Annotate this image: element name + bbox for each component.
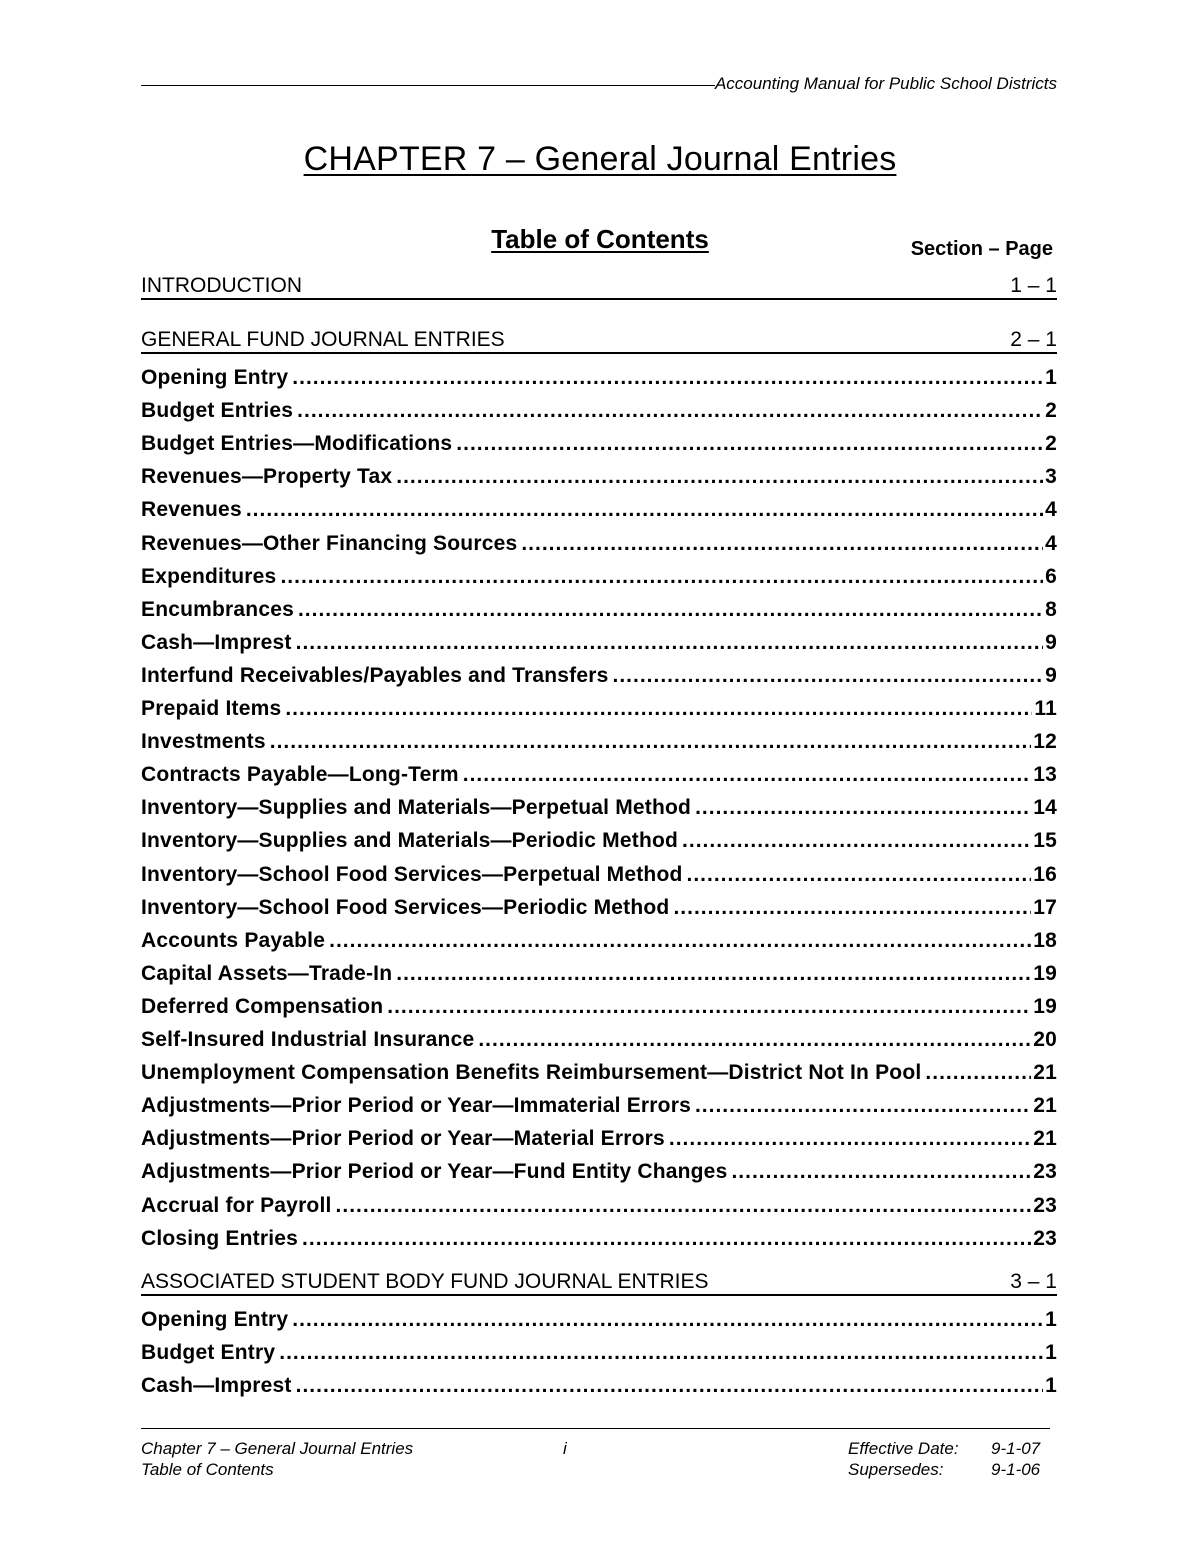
toc-entry-page: 15 [1033,829,1057,853]
toc-entry[interactable] [141,627,1057,655]
toc-entry-label: Deferred Compensation [141,995,387,1019]
toc-entry[interactable] [141,1304,1057,1332]
toc-section-title: INTRODUCTION [141,274,302,297]
toc-entry[interactable] [141,925,1057,953]
toc-entry-label: Revenues—Other Financing Sources [141,532,521,556]
toc-entry-page: 18 [1033,928,1057,952]
toc-entry-label: Adjustments—Prior Period or Year—Immaterial Errors [141,1094,695,1118]
toc-heading: Table of Contents [491,224,709,254]
toc-entry-page: 13 [1033,763,1057,787]
toc-dot-leader [297,399,1043,423]
toc-entry-label: Revenues [141,498,246,522]
footer-toc-line: Table of Contents [141,1460,274,1479]
toc-section-title: ASSOCIATED STUDENT BODY FUND JOURNAL ENTRIES [141,1270,709,1293]
toc-entry-page: 21 [1033,1061,1057,1085]
toc-entry[interactable] [141,1123,1057,1151]
toc-dot-leader [731,1160,1031,1184]
toc-entry-page: 4 [1045,498,1057,522]
toc-entry-label: Budget Entry [141,1341,279,1365]
toc-entry-page: 9 [1045,630,1057,654]
toc-dot-leader [296,1374,1043,1398]
toc-dot-leader [292,1308,1043,1332]
toc-entry-label: Interfund Receivables/Payables and Transfers [141,664,613,688]
toc-dot-leader [695,1094,1031,1118]
toc-entry[interactable] [141,958,1057,986]
header-rule [141,85,715,86]
toc-entry-label: Closing Entries [141,1227,302,1251]
toc-entry-label: Budget Entries [141,399,297,423]
toc-entry-label: Inventory—School Food Services—Perpetual Method [141,863,687,887]
toc-dot-leader [396,465,1043,489]
toc-section-row [141,326,1057,354]
toc-entry[interactable] [141,428,1057,456]
toc-dot-leader [285,697,1032,721]
footer-effective-label: Effective Date: [848,1439,959,1458]
toc-section-page: 3 – 1 [1010,1270,1057,1293]
toc-dot-leader [246,498,1043,522]
toc-entry-label: Inventory—School Food Services—Periodic Method [141,896,673,920]
toc-entry-page: 2 [1045,399,1057,423]
toc-entry-page: 23 [1033,1226,1057,1250]
toc-entry[interactable] [141,693,1057,721]
toc-entry[interactable] [141,1370,1057,1398]
toc-dot-leader [463,763,1032,787]
toc-dot-leader [521,532,1043,556]
toc-entry-page: 23 [1033,1193,1057,1217]
toc-entry-page: 19 [1033,961,1057,985]
toc-entry[interactable] [141,1190,1057,1218]
toc-entry-page: 8 [1045,597,1057,621]
toc-dot-leader [302,1227,1031,1251]
toc-dot-leader [292,366,1043,390]
toc-entry-page: 21 [1033,1127,1057,1151]
toc-entry-page: 19 [1033,994,1057,1018]
toc-entry-label: Adjustments—Prior Period or Year—Material Errors [141,1127,669,1151]
toc-entry-page: 1 [1045,1374,1057,1398]
toc-dot-leader [456,432,1043,456]
toc-entry-label: Unemployment Compensation Benefits Reimbursement—District Not In Pool [141,1061,925,1085]
footer-supersedes-date: 9-1-06 [991,1460,1041,1479]
toc-entry-page: 17 [1033,895,1057,919]
toc-entry[interactable] [141,991,1057,1019]
toc-entry-page: 23 [1033,1160,1057,1184]
page-footer [141,1438,1050,1488]
footer-effective-date: 9-1-07 [991,1439,1041,1458]
toc-dot-leader [673,896,1031,920]
toc-dot-leader [925,1061,1031,1085]
toc-entry[interactable] [141,759,1057,787]
toc-entry-label: Investments [141,730,270,754]
toc-dot-leader [279,1341,1043,1365]
toc-section-page: 2 – 1 [1010,328,1057,351]
toc-entry[interactable] [141,561,1057,589]
toc-section-row [141,272,1057,300]
footer-chapter-line: Chapter 7 – General Journal Entries [141,1439,414,1458]
toc-dot-leader [396,962,1031,986]
toc-dot-leader [298,598,1043,622]
toc-entry-label: Accounts Payable [141,929,329,953]
toc-entry-page: 1 [1045,1308,1057,1331]
toc-entry-label: Capital Assets—Trade-In [141,962,396,986]
toc-entry[interactable] [141,594,1057,622]
toc-entry[interactable] [141,528,1057,556]
toc-dot-leader [687,863,1032,887]
toc-section-row [141,1268,1057,1296]
toc-dot-leader [270,730,1031,754]
toc-entry-label: Revenues—Property Tax [141,465,396,489]
toc-dot-leader [695,796,1031,820]
toc-entry[interactable] [141,859,1057,887]
toc-entry[interactable] [141,1057,1057,1085]
toc-dot-leader [669,1127,1031,1151]
toc-entry-label: Inventory—Supplies and Materials—Perpetual Method [141,796,695,820]
toc-entry-page: 6 [1045,564,1057,588]
toc-entry-label: Expenditures [141,565,280,589]
running-header-title: Accounting Manual for Public School Districts [714,74,1057,93]
toc-entry-page: 21 [1033,1094,1057,1118]
toc-entry[interactable] [141,362,1057,390]
toc-entry-page: 12 [1033,730,1057,754]
footer-page-number: i [563,1439,567,1458]
toc-entry-page: 20 [1033,1028,1057,1051]
toc-dot-leader [296,631,1043,655]
toc-entry-label: Adjustments—Prior Period or Year—Fund Entity Changes [141,1160,731,1184]
toc-dot-leader [280,565,1043,589]
toc-entry-label: Prepaid Items [141,697,285,721]
footer-supersedes-label: Supersedes: [848,1460,944,1479]
toc-entry[interactable] [141,395,1057,423]
toc-entry-page: 2 [1045,432,1057,456]
toc-entry-label: Cash—Imprest [141,631,296,655]
toc-entry-page: 1 [1045,366,1057,389]
toc-entry-label: Accrual for Payroll [141,1194,336,1218]
toc-entry-page: 9 [1045,663,1057,687]
section-page-column-label: Section – Page [910,238,1053,260]
toc-entry-label: Cash—Imprest [141,1374,296,1398]
toc-entry-page: 4 [1045,531,1057,555]
toc-entry-label: Contracts Payable—Long-Term [141,763,463,787]
toc-entry-label: Opening Entry [141,366,292,390]
toc-entry[interactable] [141,825,1057,853]
toc-entry[interactable] [141,1223,1057,1251]
toc-dot-leader [613,664,1044,688]
toc-entry[interactable] [141,494,1057,522]
toc-entry[interactable] [141,1024,1057,1052]
toc-entry[interactable] [141,1156,1057,1184]
toc-entry[interactable] [141,892,1057,920]
toc-entry[interactable] [141,792,1057,820]
toc-entry-label: Encumbrances [141,598,298,622]
toc-entry-page: 1 [1045,1341,1057,1365]
toc-entry[interactable] [141,660,1057,688]
toc-entry[interactable] [141,726,1057,754]
toc-dot-leader [682,829,1031,853]
footer-rule [141,1428,1050,1429]
toc-entry-page: 14 [1033,796,1057,820]
toc-entry-page: 3 [1045,465,1057,489]
toc-dot-leader [478,1028,1031,1052]
toc-dot-leader [329,929,1031,953]
running-header [141,68,1057,94]
toc-entry-label: Opening Entry [141,1308,292,1332]
toc-dot-leader [336,1194,1032,1218]
chapter-title: CHAPTER 7 – General Journal Entries [303,140,897,178]
toc-entry-label: Inventory—Supplies and Materials—Periodic Method [141,829,682,853]
toc-entry[interactable] [141,1337,1057,1365]
toc-entry[interactable] [141,461,1057,489]
toc-entry-page: 11 [1034,697,1057,720]
toc-dot-leader [387,995,1031,1019]
toc-entry-page: 16 [1033,862,1057,886]
toc-entry[interactable] [141,1090,1057,1118]
toc-section-title: GENERAL FUND JOURNAL ENTRIES [141,328,505,351]
toc-entry-label: Self-Insured Industrial Insurance [141,1028,478,1052]
toc-section-page: 1 – 1 [1010,274,1057,297]
toc-entry-label: Budget Entries—Modifications [141,432,456,456]
